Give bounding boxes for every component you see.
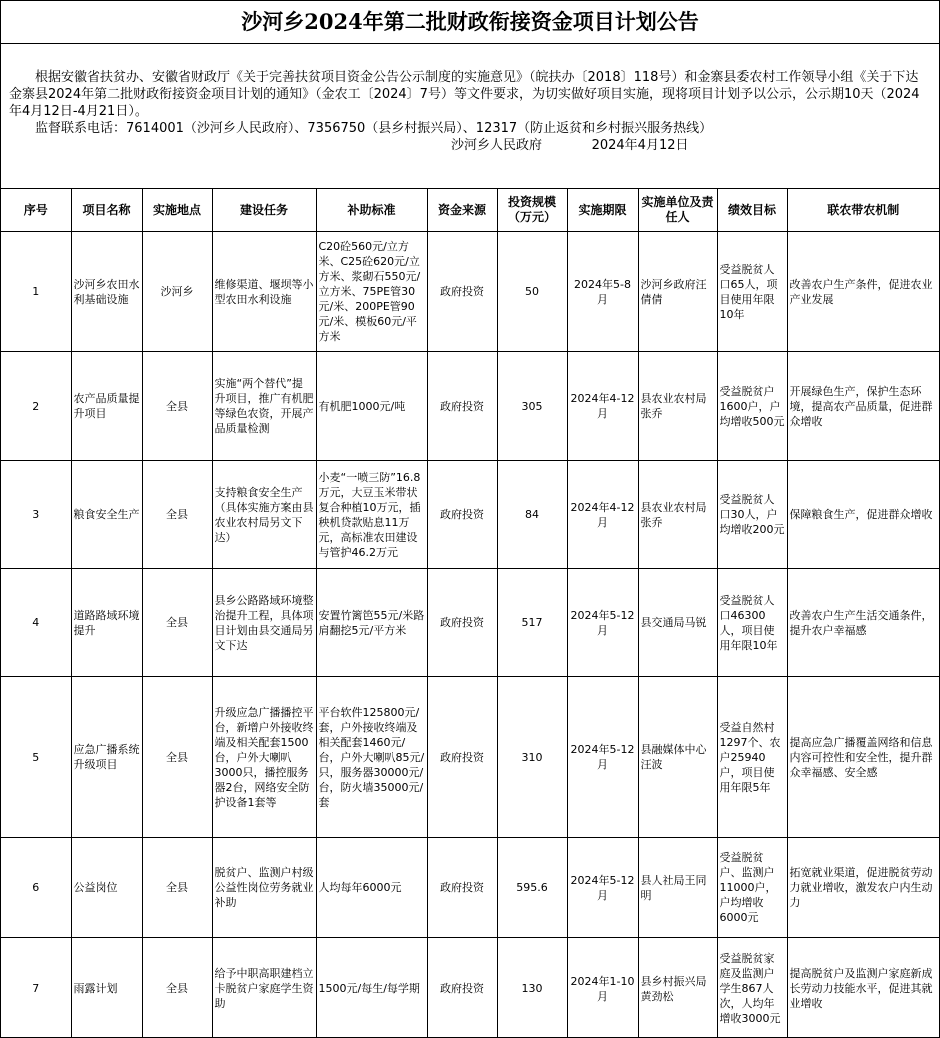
cell-investment: 50 — [497, 232, 567, 352]
table-header-row — [1, 189, 939, 232]
cell-task: 县乡公路路域环境整治提升工程，具体项目计划由县交通局另文下达 — [212, 569, 316, 677]
cell-target: 受益脱贫人口65人，项目使用年限10年 — [717, 232, 787, 352]
col-header: 实施地点 — [142, 189, 212, 232]
cell-index: 7 — [1, 938, 71, 1038]
cell-subsidy: 小麦“一喷三防”16.8万元，大豆玉米带状复合种植10万元，插秧机贷款贴息11万元，高标准农田建设与管护46.2万元 — [316, 461, 427, 569]
notice-hotline: 监督联系电话：7614001（沙河乡人民政府）、7356750（县乡村振兴局）、12317（防止返贫和乡村振兴服务热线） — [35, 121, 713, 136]
cell-location: 全县 — [142, 677, 212, 838]
cell-period: 2024年4-12月 — [567, 461, 638, 569]
cell-period: 2024年5-8月 — [567, 232, 638, 352]
cell-mechanism: 拓宽就业渠道，促进脱贫劳动力就业增收，激发农户内生动力 — [787, 838, 939, 938]
col-header: 实施期限 — [567, 189, 638, 232]
cell-fund-source: 政府投资 — [427, 232, 497, 352]
cell-target: 受益脱贫家庭及监测户学生867人次，人均年增收3000元 — [717, 938, 787, 1038]
cell-period: 2024年5-12月 — [567, 569, 638, 677]
cell-mechanism: 提高脱贫户及监测户家庭新成长劳动力技能水平，促进其就业增收 — [787, 938, 939, 1038]
cell-location: 全县 — [142, 461, 212, 569]
cell-location: 全县 — [142, 569, 212, 677]
cell-investment: 130 — [497, 938, 567, 1038]
notice-text — [1, 44, 939, 189]
cell-investment: 595.6 — [497, 838, 567, 938]
cell-subsidy: 1500元/每生/每学期 — [316, 938, 427, 1038]
col-header: 联农带农机制 — [787, 189, 939, 232]
cell-task: 支持粮食安全生产（具体实施方案由县农业农村局另文下达） — [212, 461, 316, 569]
table-row — [1, 569, 939, 677]
cell-project-name: 应急广播系统升级项目 — [71, 677, 142, 838]
cell-task: 升级应急广播播控平台，新增户外接收终端及相关配套1500台，户外大喇叭3000只，播控服务器2台，网络安全防护设备1套等 — [212, 677, 316, 838]
cell-unit: 县融媒体中心汪波 — [638, 677, 717, 838]
cell-project-name: 道路路域环境提升 — [71, 569, 142, 677]
col-header: 建设任务 — [212, 189, 316, 232]
col-header: 序号 — [1, 189, 71, 232]
cell-project-name: 农产品质量提升项目 — [71, 352, 142, 461]
col-header: 绩效目标 — [717, 189, 787, 232]
cell-mechanism: 改善农户生产条件，促进农业产业发展 — [787, 232, 939, 352]
cell-fund-source: 政府投资 — [427, 938, 497, 1038]
table-row — [1, 461, 939, 569]
col-header: 资金来源 — [427, 189, 497, 232]
cell-target: 受益脱贫人口30人，户均增收200元 — [717, 461, 787, 569]
table-row — [1, 677, 939, 838]
col-header: 项目名称 — [71, 189, 142, 232]
page-title: 沙河乡2024年第二批财政衔接资金项目计划公告 — [1, 1, 939, 44]
cell-subsidy: 有机肥1000元/吨 — [316, 352, 427, 461]
cell-target: 受益脱贫人口46300人，项目使用年限10年 — [717, 569, 787, 677]
table-row — [1, 838, 939, 938]
cell-fund-source: 政府投资 — [427, 461, 497, 569]
cell-index: 4 — [1, 569, 71, 677]
cell-index: 3 — [1, 461, 71, 569]
cell-location: 全县 — [142, 938, 212, 1038]
cell-subsidy: C20砼560元/立方米、C25砼620元/立方米、浆砌石550元/立方米、75PE管30元/米、200PE管90元/米、模板60元/平方米 — [316, 232, 427, 352]
cell-task: 维修渠道、堰坝等小型农田水利设施 — [212, 232, 316, 352]
cell-project-name: 公益岗位 — [71, 838, 142, 938]
cell-mechanism: 改善农户生产生活交通条件，提升农户幸福感 — [787, 569, 939, 677]
cell-investment: 84 — [497, 461, 567, 569]
col-header: 投资规模（万元） — [497, 189, 567, 232]
cell-unit: 县人社局王同明 — [638, 838, 717, 938]
cell-target: 受益自然村1297个、农户25940户，项目使用年限5年 — [717, 677, 787, 838]
cell-unit: 县农业农村局张乔 — [638, 461, 717, 569]
col-header: 实施单位及责任人 — [638, 189, 717, 232]
cell-investment: 305 — [497, 352, 567, 461]
cell-location: 全县 — [142, 838, 212, 938]
col-header: 补助标准 — [316, 189, 427, 232]
cell-fund-source: 政府投资 — [427, 352, 497, 461]
table-row — [1, 232, 939, 352]
cell-unit: 县交通局马锐 — [638, 569, 717, 677]
cell-fund-source: 政府投资 — [427, 838, 497, 938]
cell-task: 实施“两个替代”提升项目，推广有机肥等绿色农资，开展产品质量检测 — [212, 352, 316, 461]
cell-index: 5 — [1, 677, 71, 838]
cell-subsidy: 人均每年6000元 — [316, 838, 427, 938]
cell-period: 2024年1-10月 — [567, 938, 638, 1038]
cell-period: 2024年5-12月 — [567, 838, 638, 938]
cell-period: 2024年4-12月 — [567, 352, 638, 461]
cell-investment: 310 — [497, 677, 567, 838]
table-row — [1, 352, 939, 461]
cell-investment: 517 — [497, 569, 567, 677]
cell-unit: 县农业农村局张乔 — [638, 352, 717, 461]
cell-project-name: 雨露计划 — [71, 938, 142, 1038]
notice-paragraph: 根据安徽省扶贫办、安徽省财政厅《关于完善扶贫项目资金公告公示制度的实施意见》（皖扶办〔2018〕118号）和金寨县委农村工作领导小组《关于下达金寨县2024年第二批财政衔接资金项目计划的通知》（金农工〔2024〕7号）等文件要求，为切实做好项目实施，现将项目计划予以公示，公示期10天（2024年4月12日-4月21日）。 — [9, 70, 920, 119]
cell-task: 给予中职高职建档立卡脱贫户家庭学生资助 — [212, 938, 316, 1038]
cell-mechanism: 提高应急广播覆盖网络和信息内容可控性和安全性，提升群众幸福感、安全感 — [787, 677, 939, 838]
cell-location: 全县 — [142, 352, 212, 461]
cell-unit: 沙河乡政府汪倩倩 — [638, 232, 717, 352]
cell-index: 6 — [1, 838, 71, 938]
cell-target: 受益脱贫户、监测户11000户，户均增收6000元 — [717, 838, 787, 938]
table-row — [1, 938, 939, 1038]
cell-project-name: 粮食安全生产 — [71, 461, 142, 569]
notice-signature: 沙河乡人民政府 2024年4月12日 — [451, 138, 689, 153]
cell-subsidy: 安置竹篱笆55元/米路肩翻挖5元/平方米 — [316, 569, 427, 677]
cell-fund-source: 政府投资 — [427, 677, 497, 838]
cell-mechanism: 保障粮食生产，促进群众增收 — [787, 461, 939, 569]
cell-project-name: 沙河乡农田水利基础设施 — [71, 232, 142, 352]
cell-location: 沙河乡 — [142, 232, 212, 352]
cell-index: 1 — [1, 232, 71, 352]
cell-period: 2024年5-12月 — [567, 677, 638, 838]
project-table — [1, 189, 939, 1038]
cell-index: 2 — [1, 352, 71, 461]
cell-mechanism: 开展绿色生产，保护生态环境，提高农产品质量，促进群众增收 — [787, 352, 939, 461]
cell-subsidy: 平台软件125800元/套，户外接收终端及相关配套1460元/台，户外大喇叭85元/只，服务器30000元/台，防火墙35000元/套 — [316, 677, 427, 838]
cell-target: 受益脱贫户1600户，户均增收500元 — [717, 352, 787, 461]
cell-fund-source: 政府投资 — [427, 569, 497, 677]
cell-task: 脱贫户、监测户村级公益性岗位劳务就业补助 — [212, 838, 316, 938]
cell-unit: 县乡村振兴局黄劲松 — [638, 938, 717, 1038]
